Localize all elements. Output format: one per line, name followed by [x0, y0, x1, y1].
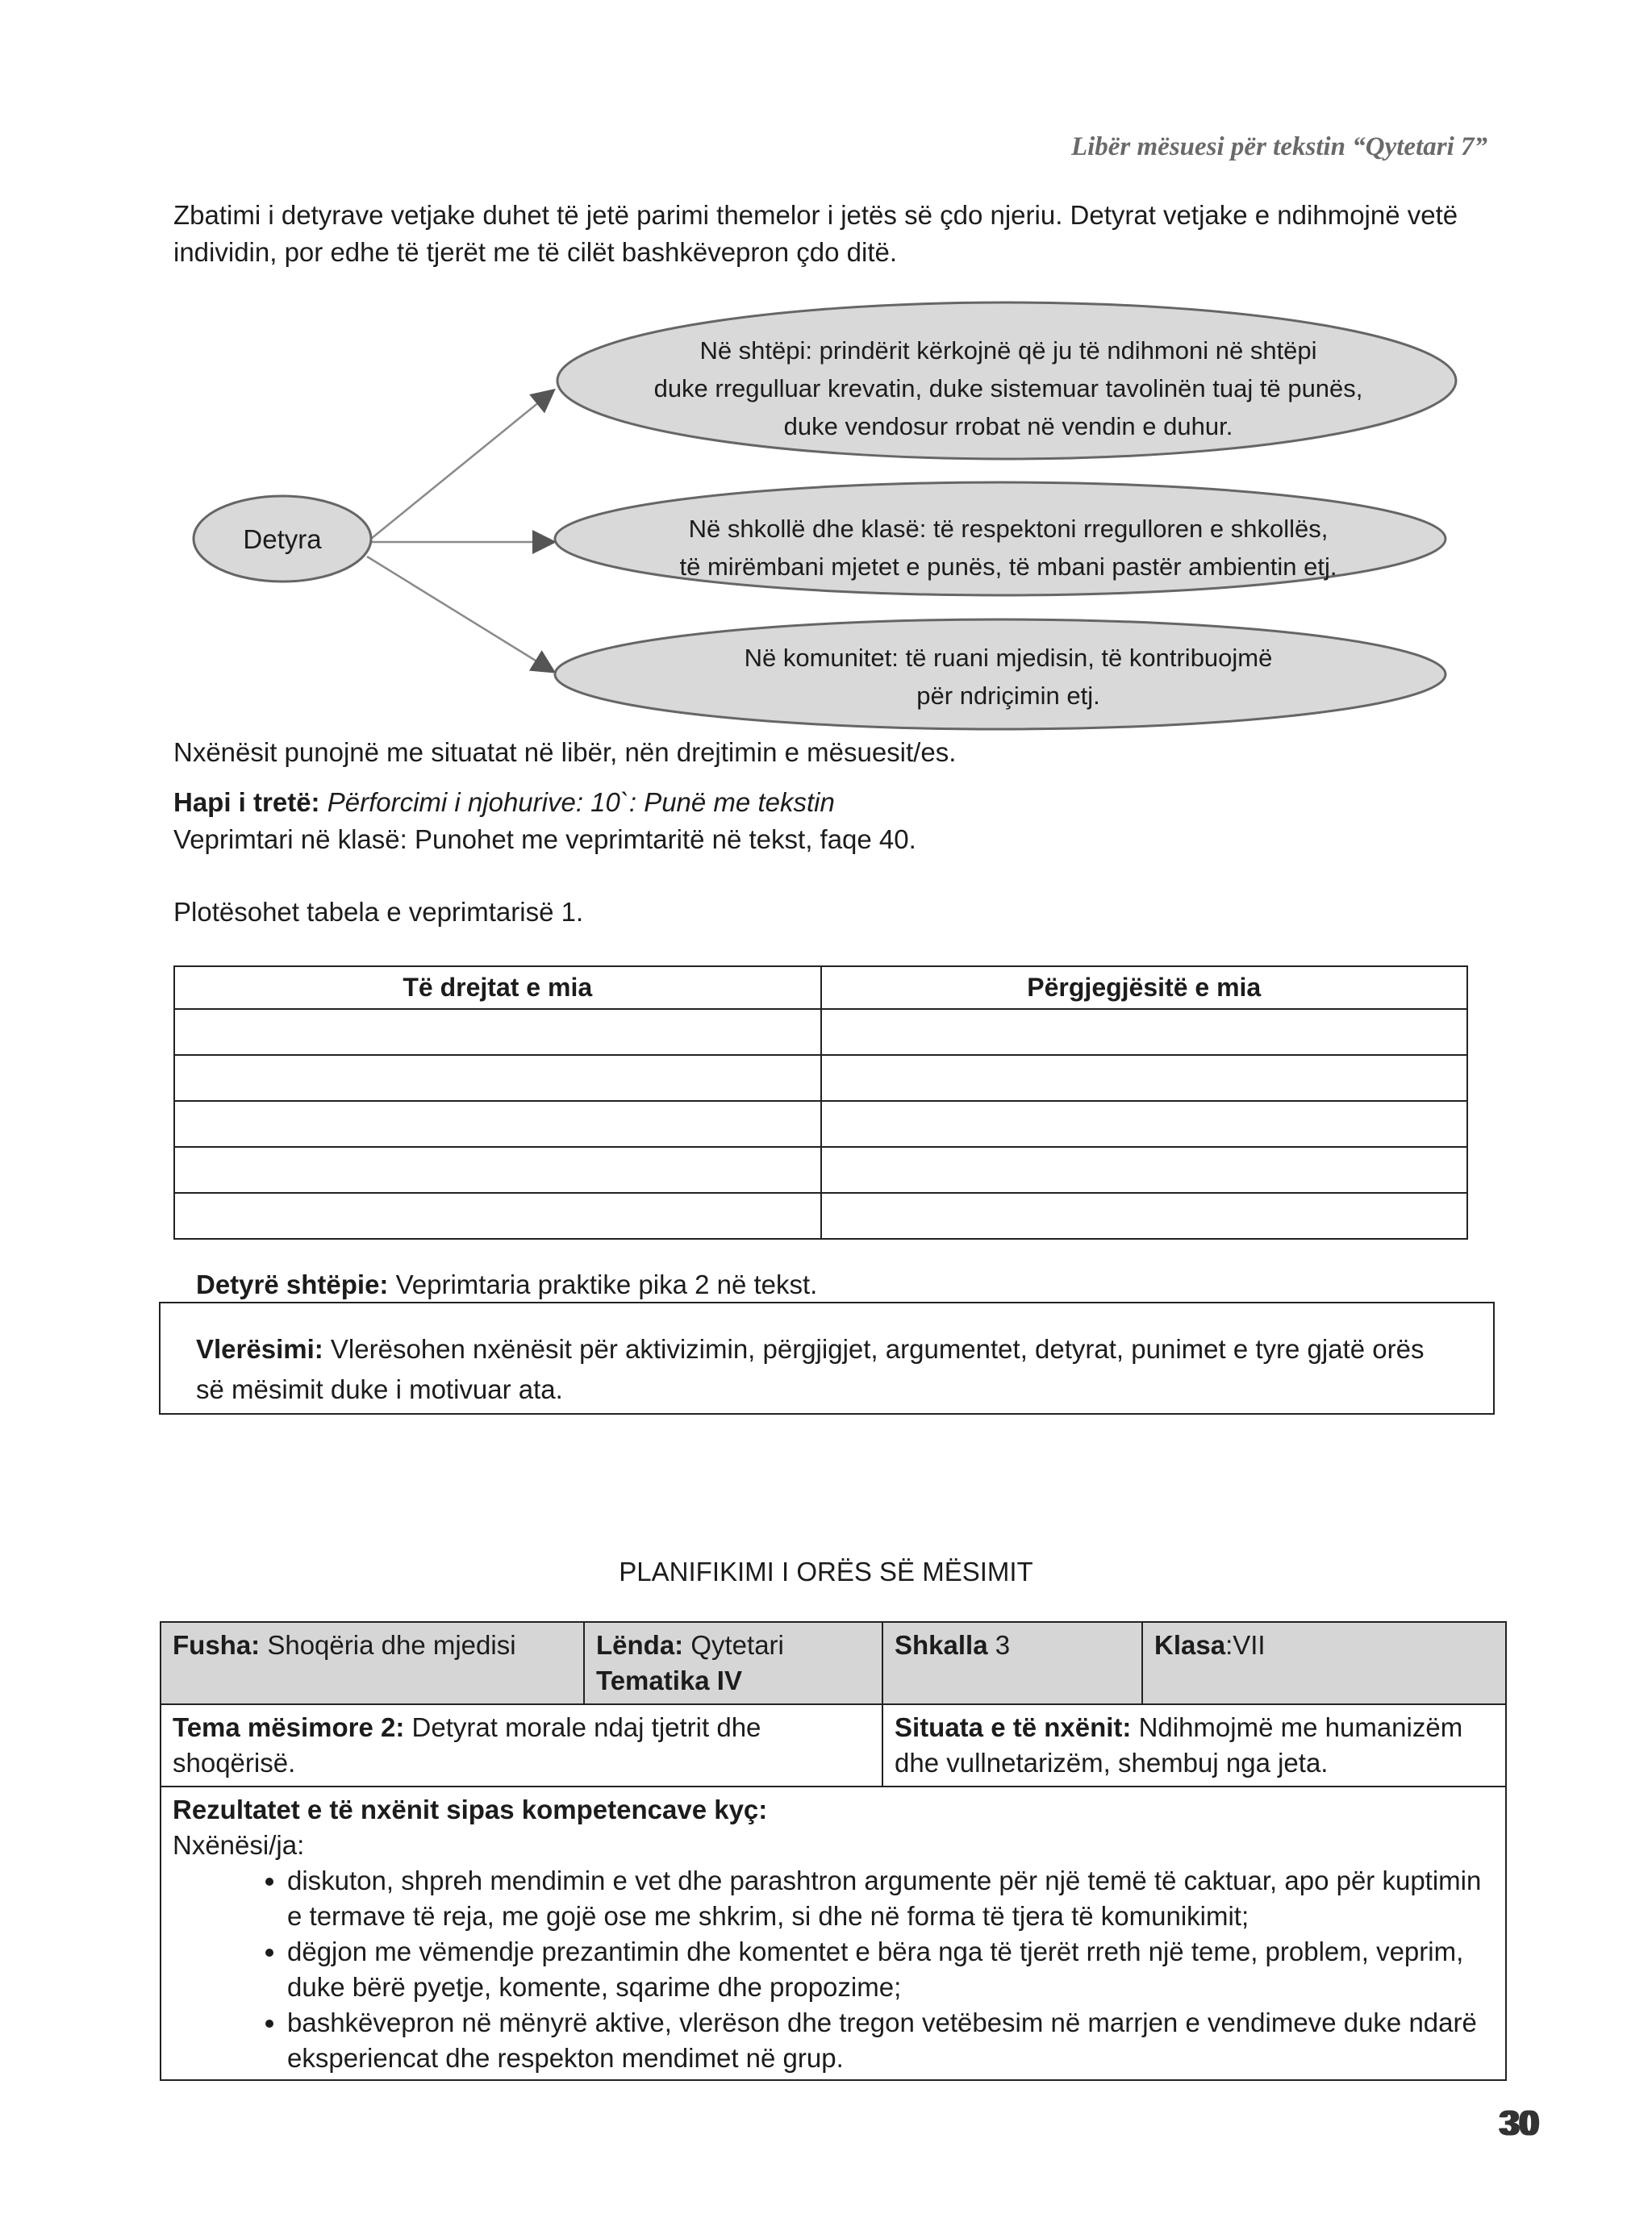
school-line-1: Në shkollë dhe klasë: të respektoni rregulloren e shkollës, [688, 515, 1329, 543]
outcomes-heading: Rezultatet e të nxënit sipas kompetencave kyç: [173, 1795, 768, 1824]
lenda-cell [584, 1622, 882, 1704]
tema-cell [161, 1704, 882, 1787]
shkalla-value: 3 [995, 1630, 1011, 1660]
tematika-label: Tematika IV [596, 1666, 742, 1695]
evaluation-label: Vlerësimi: [196, 1334, 323, 1364]
step3-label: Hapi i tretë: [173, 787, 320, 817]
lenda-label: Lënda: [596, 1630, 684, 1660]
situata-label: Situata e të nxënit: [895, 1712, 1132, 1742]
klasa-cell [1142, 1622, 1506, 1704]
fusha-value: Shoqëria dhe mjedisi [267, 1630, 516, 1660]
homework-line [196, 1266, 817, 1303]
responsibilities-cell[interactable] [821, 1147, 1468, 1193]
community-branch-text [581, 639, 1436, 715]
klasa-label: Klasa [1154, 1630, 1226, 1660]
tema-label: Tema mësimore 2: [173, 1712, 405, 1742]
situata-value: Ndihmojmë me humanizëm dhe vullnetarizëm, shembuj nga jeta. [895, 1712, 1463, 1778]
rights-cell[interactable] [174, 1009, 821, 1055]
fusha-cell [161, 1622, 584, 1704]
shkalla-cell [882, 1622, 1142, 1704]
table-row [174, 1193, 1467, 1239]
responsibilities-header: Përgjegjësitë e mia [821, 966, 1468, 1009]
list-item: • dëgjon me vëmendje prezantimin dhe komentet e bëra nga të tjerët rreth një teme, problem, veprim, duke bërë pyetje, komente, sqarime dhe propozime; [287, 1934, 1494, 2005]
table-row [174, 1147, 1467, 1193]
connector-home [367, 391, 553, 542]
plan-outcomes-row [161, 1787, 1506, 2080]
nxenesi-label: Nxënësi/ja: [173, 1830, 305, 1860]
rights-cell[interactable] [174, 1193, 821, 1239]
homework-label: Detyrë shtëpie: [196, 1270, 389, 1299]
community-line-2: për ndriçimin etj. [916, 682, 1100, 710]
evaluation-box [159, 1302, 1495, 1415]
lenda-value: Qytetari [690, 1630, 784, 1660]
outcomes-list [173, 1863, 1494, 2076]
responsibilities-cell[interactable] [821, 1193, 1468, 1239]
table-row [174, 1009, 1467, 1055]
home-line-2: duke rregulluar krevatin, duke sistemuar tavolinën tuaj të punës, [653, 374, 1363, 402]
rights-cell[interactable] [174, 1147, 821, 1193]
klasa-value: :VII [1225, 1630, 1266, 1660]
step3-title: Përforcimi i njohurive: 10`: Punë me tekstin [327, 787, 835, 817]
plan-header-row [161, 1622, 1506, 1704]
list-item: • bashkëvepron në mënyrë aktive, vlerëson dhe tregon vetëbesim në marrjen e vendimeve duke ndarë eksperiencat dhe respekton mendimet në grup. [287, 2005, 1494, 2076]
rights-responsibilities-table [173, 965, 1468, 1240]
rights-header: Të drejtat e mia [174, 966, 821, 1009]
diagram-connectors [367, 391, 553, 671]
school-line-2: të mirëmbani mjetet e punës, të mbani pastër ambientin etj. [679, 552, 1337, 581]
fusha-label: Fusha: [173, 1630, 261, 1660]
school-branch-text [581, 510, 1436, 586]
tema-value: Detyrat morale ndaj tjetrit dhe shoqërisë. [173, 1712, 761, 1778]
plan-topic-row [161, 1704, 1506, 1787]
connector-community [367, 557, 553, 671]
evaluation-text: Vlerësohen nxënësit për aktivizimin, përgjigjet, argumentet, detyrat, punimet e tyre gjatë orës së mësimit duke i motivuar ata. [196, 1334, 1425, 1404]
rights-cell[interactable] [174, 1055, 821, 1101]
table-row [174, 1055, 1467, 1101]
table-intro: Plotësohet tabela e veprimtarisë 1. [173, 897, 584, 927]
list-item: • diskuton, shpreh mendimin e vet dhe parashtron argumente për një temë të caktuar, apo për kuptimin e termave të reja, me gojë ose me shkrim, si dhe në forma të tjera të komunikimit; [287, 1863, 1494, 1934]
home-branch-text [581, 331, 1436, 445]
situata-cell [882, 1704, 1506, 1787]
rights-cell[interactable] [174, 1101, 821, 1147]
page-number: 30 [1500, 2103, 1539, 2143]
responsibilities-cell[interactable] [821, 1101, 1468, 1147]
book-header-title: Libër mësuesi për tekstin “Qytetari 7” [1070, 132, 1487, 161]
step3-activity: Veprimtari në klasë: Punohet me veprimtaritë në tekst, faqe 40. [173, 824, 916, 854]
table-row [174, 1101, 1467, 1147]
lesson-plan-table [160, 1621, 1507, 2081]
home-line-3: duke vendosur rrobat në vendin e duhur. [783, 412, 1233, 440]
evaluation-paragraph [196, 1329, 1454, 1410]
plan-title: PLANIFIKIMI I ORËS SË MËSIMIT [619, 1557, 1033, 1586]
shkalla-label: Shkalla [895, 1630, 988, 1660]
step3-heading [173, 784, 835, 821]
intro-paragraph: Zbatimi i detyrave vetjake duhet të jetë parimi themelor i jetës së çdo njeriu. Detyrat vetjake e ndihmojnë vetë individin, por edhe të tjerët me të cilët bashkëvepron çdo ditë. [173, 200, 1458, 267]
responsibilities-cell[interactable] [821, 1009, 1468, 1055]
after-diagram-text: Nxënësit punojnë me situatat në libër, nën drejtimin e mësuesit/es. [173, 737, 957, 767]
root-label: Detyra [243, 524, 322, 554]
outcomes-cell [161, 1787, 1506, 2080]
community-line-1: Në komunitet: të ruani mjedisin, të kontribuojmë [744, 644, 1273, 672]
responsibilities-cell[interactable] [821, 1055, 1468, 1101]
home-line-1: Në shtëpi: prindërit kërkojnë që ju të ndihmoni në shtëpi [699, 336, 1317, 365]
table-header-row [174, 966, 1467, 1009]
homework-text: Veprimtaria praktike pika 2 në tekst. [395, 1270, 818, 1299]
